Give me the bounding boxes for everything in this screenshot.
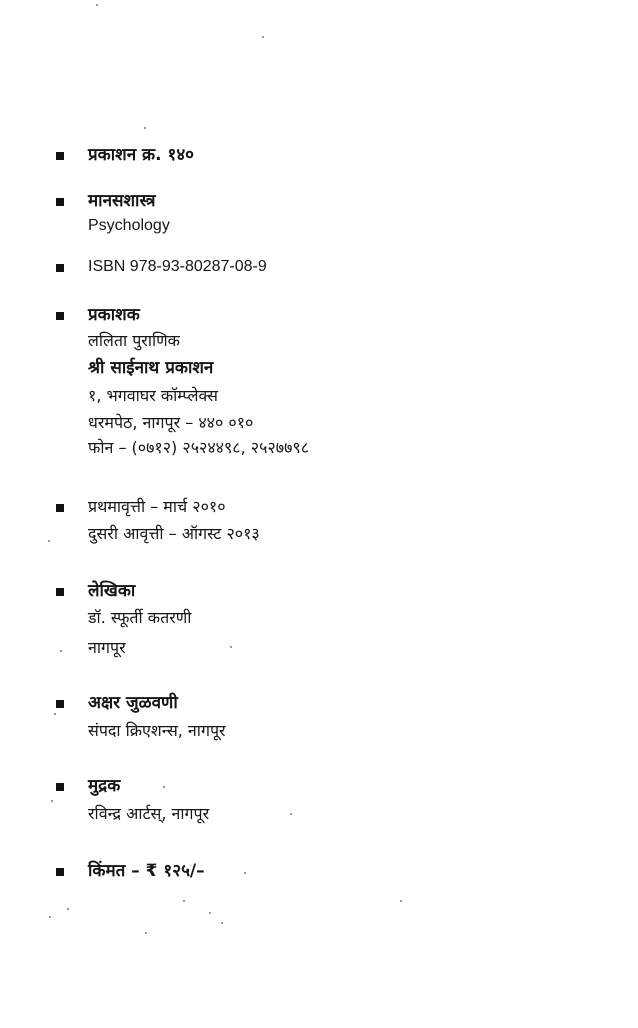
scan-speck [209, 912, 211, 914]
publisher-name: श्री साईनाथ प्रकाशन [88, 358, 214, 378]
square-bullet-icon [56, 504, 64, 512]
scan-speck [67, 908, 69, 910]
scan-speck [244, 872, 246, 874]
scan-speck [262, 36, 264, 38]
scan-speck [51, 800, 53, 802]
author-heading: लेखिका [88, 581, 136, 601]
scan-speck [183, 900, 185, 902]
square-bullet-icon [56, 868, 64, 876]
scan-speck [49, 916, 51, 918]
scan-speck [163, 786, 165, 788]
square-bullet-icon [56, 264, 64, 272]
second-edition: दुसरी आवृत्ती – ऑगस्ट २०१३ [88, 524, 260, 543]
subject-english: Psychology [88, 217, 170, 234]
scan-speck [60, 650, 62, 652]
scan-speck [221, 922, 223, 924]
isbn-number: ISBN 978-93-80287-08-9 [88, 258, 267, 275]
square-bullet-icon [56, 588, 64, 596]
scan-speck [48, 540, 50, 542]
publisher-owner: ललिता पुराणिक [88, 331, 180, 350]
printer-credit: रविन्द्र आर्टस्, नागपूर [88, 804, 210, 823]
square-bullet-icon [56, 312, 64, 320]
scan-speck [230, 646, 232, 648]
scan-speck [144, 127, 146, 129]
scan-speck [145, 932, 147, 934]
publisher-address-line-1: १, भगवाघर कॉम्प्लेक्स [88, 386, 218, 405]
scan-speck [54, 713, 56, 715]
square-bullet-icon [56, 198, 64, 206]
square-bullet-icon [56, 700, 64, 708]
subject-heading: मानसशास्त्र [88, 191, 156, 211]
square-bullet-icon [56, 152, 64, 160]
typesetting-heading: अक्षर जुळवणी [88, 693, 178, 713]
publisher-heading: प्रकाशक [88, 305, 140, 325]
scan-speck [400, 900, 402, 902]
scan-speck [96, 4, 98, 6]
publication-number: प्रकाशन क्र. १४० [88, 145, 194, 165]
author-city: नागपूर [88, 638, 126, 657]
typesetting-credit: संपदा क्रिएशन्स, नागपूर [88, 721, 226, 740]
printer-heading: मुद्रक [88, 776, 121, 796]
publisher-phone: फोन – (०७१२) २५२४४९८, २५२७७९८ [88, 438, 310, 457]
price-text: किंमत – ₹ १२५/– [88, 861, 205, 881]
publisher-address-line-2: धरमपेठ, नागपूर – ४४० ०१० [88, 413, 254, 432]
first-edition: प्रथमावृत्ती – मार्च २०१० [88, 497, 226, 516]
scan-speck [290, 813, 292, 815]
author-name: डॉ. स्फूर्ती कतरणी [88, 608, 192, 627]
square-bullet-icon [56, 783, 64, 791]
